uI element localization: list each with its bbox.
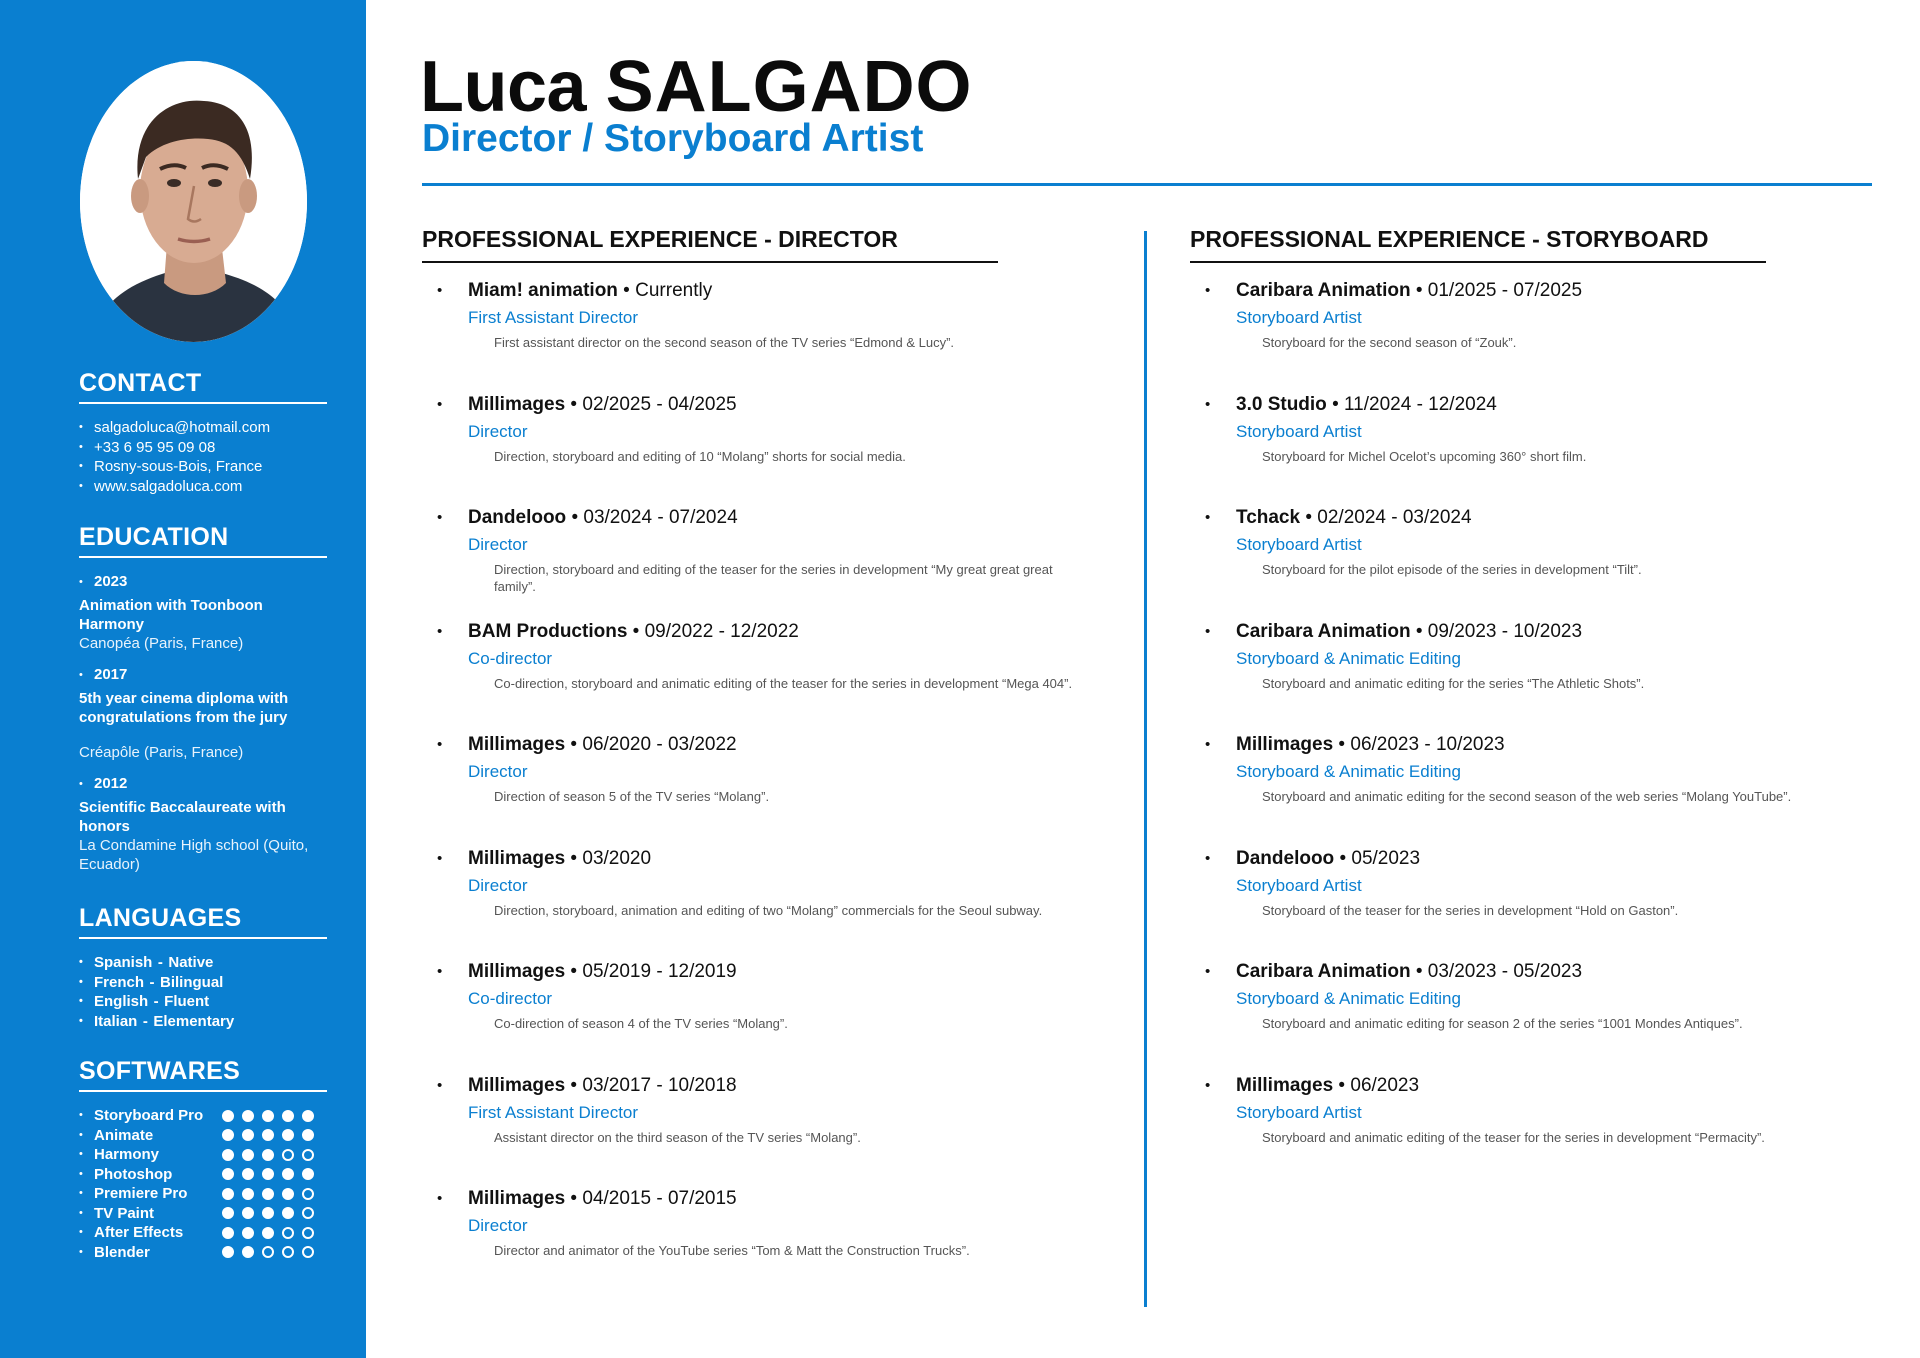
company-name: Millimages — [1236, 734, 1334, 755]
storyboard-experience-section — [1190, 226, 1880, 1187]
entry-header — [468, 1074, 1112, 1098]
entry-header — [1236, 1074, 1880, 1098]
rating-dot-filled-icon — [222, 1168, 234, 1180]
company-name: Caribara Animation — [1236, 620, 1411, 642]
entry-description: Storyboard of the teaser for the series in development “Hold on Gaston”. — [1262, 902, 1679, 918]
company-name: 3.0 Studio — [1236, 393, 1327, 415]
company-name: Miam! animation — [468, 280, 618, 301]
entry-role: Storyboard Artist — [1236, 875, 1362, 895]
entry-dates: 06/2020 - 03/2022 — [582, 734, 737, 755]
languages-list — [79, 953, 327, 1031]
entry-dates: 11/2024 - 12/2024 — [1344, 393, 1497, 415]
skill-rating — [222, 1129, 314, 1141]
softwares-heading: SOFTWARES — [79, 1057, 327, 1092]
date-separator: • — [1334, 847, 1352, 869]
contact-location: • Rosny-sous-Bois, France — [79, 457, 327, 477]
education-item — [79, 774, 327, 874]
language-name: English — [94, 993, 149, 1010]
entry-dates: 05/2023 — [1351, 847, 1421, 869]
date-separator: • — [565, 1188, 583, 1209]
education-school: La Condamine High school (Quito, Ecuador) — [79, 837, 309, 873]
header-divider — [422, 183, 1872, 186]
entry-role: First Assistant Director — [468, 1102, 639, 1122]
education-item — [79, 665, 327, 762]
rating-dot-empty-icon — [302, 1246, 314, 1258]
sidebar — [0, 0, 366, 1358]
skill-rating — [222, 1207, 314, 1219]
rating-dot-filled-icon — [242, 1149, 254, 1161]
entry-description: Assistant director on the third season of the TV series “Molang”. — [494, 1129, 861, 1145]
languages-heading: LANGUAGES — [79, 904, 327, 939]
date-separator: • — [617, 280, 636, 301]
experience-entry — [1190, 960, 1880, 1074]
contact-website[interactable]: • www.salgadoluca.com — [79, 477, 327, 497]
rating-dot-filled-icon — [262, 1129, 274, 1141]
entry-description: First assistant director on the second season of the TV series “Edmond & Lucy”. — [494, 335, 955, 350]
rating-dot-filled-icon — [242, 1246, 254, 1258]
experience-entry — [422, 1074, 1112, 1188]
rating-dot-filled-icon — [282, 1188, 294, 1200]
rating-dot-filled-icon — [222, 1110, 234, 1122]
experience-entry — [422, 733, 1112, 847]
entry-description: Direction, storyboard and editing of 10 “Molang” shorts for social media. — [494, 448, 906, 464]
date-separator: • — [565, 961, 583, 982]
experience-entry — [422, 847, 1112, 961]
language-item: • English - Fluent — [79, 992, 327, 1012]
rating-dot-filled-icon — [302, 1168, 314, 1180]
language-name: Spanish — [94, 954, 153, 971]
company-name: Millimages — [468, 1074, 566, 1096]
entry-dates: 04/2015 - 07/2015 — [582, 1188, 737, 1209]
education-item — [79, 572, 327, 653]
entry-role: Director — [468, 421, 528, 441]
software-name: • Photoshop — [94, 1165, 173, 1183]
entry-dates: 09/2022 - 12/2022 — [644, 620, 799, 642]
storyboard-heading: PROFESSIONAL EXPERIENCE - STORYBOARD — [1190, 226, 1766, 263]
rating-dot-filled-icon — [242, 1110, 254, 1122]
date-separator: • — [1410, 961, 1428, 982]
experience-entry — [422, 279, 1112, 393]
education-heading: EDUCATION — [79, 523, 327, 558]
rating-dot-empty-icon — [262, 1246, 274, 1258]
skill-rating — [222, 1188, 314, 1200]
software-item — [79, 1184, 327, 1204]
company-name: BAM Productions — [468, 620, 628, 642]
contact-list — [79, 418, 327, 496]
company-name: Millimages — [1236, 1074, 1334, 1096]
entry-header — [468, 733, 1112, 757]
experience-entry — [1190, 506, 1880, 620]
rating-dot-filled-icon — [262, 1188, 274, 1200]
language-name: Italian — [94, 1012, 138, 1030]
education-school: Créapôle (Paris, France) — [79, 744, 244, 761]
date-separator: • — [565, 734, 583, 755]
company-name: Tchack — [1236, 507, 1301, 528]
rating-dot-filled-icon — [242, 1207, 254, 1219]
rating-dot-filled-icon — [262, 1207, 274, 1219]
company-name: Caribara Animation — [1236, 961, 1411, 982]
software-item — [79, 1204, 327, 1224]
software-name: • Blender — [94, 1243, 150, 1261]
date-separator: • — [566, 507, 584, 528]
software-name: • Harmony — [94, 1146, 160, 1164]
entry-dates: 03/2023 - 05/2023 — [1427, 961, 1583, 982]
rating-dot-filled-icon — [282, 1168, 294, 1180]
rating-dot-filled-icon — [302, 1110, 314, 1122]
language-item: • French - Bilingual — [79, 973, 327, 993]
skill-rating — [222, 1149, 314, 1161]
entry-description: Direction, storyboard, animation and editing of two “Molang” commercials for the Seoul subway. — [494, 902, 1043, 918]
entry-dates: 06/2023 - 10/2023 — [1350, 734, 1505, 755]
skill-rating — [222, 1168, 314, 1180]
language-level: Native — [168, 954, 214, 971]
entry-description: Storyboard for Michel Ocelot’s upcoming 360° short film. — [1262, 448, 1587, 464]
rating-dot-filled-icon — [222, 1149, 234, 1161]
software-item — [79, 1126, 327, 1146]
experience-entry — [1190, 1074, 1880, 1188]
entry-role: Storyboard & Animatic Editing — [1236, 762, 1461, 781]
contact-section — [79, 369, 327, 496]
entry-role: Co-director — [468, 989, 553, 1008]
rating-dot-filled-icon — [222, 1129, 234, 1141]
education-title: Animation with Toonboon Harmony — [79, 597, 263, 633]
rating-dot-empty-icon — [302, 1188, 314, 1200]
softwares-section — [79, 1057, 327, 1262]
entry-dates: Currently — [635, 280, 713, 301]
experience-entry — [422, 1187, 1112, 1301]
entry-header — [1236, 847, 1880, 871]
entry-role: Storyboard Artist — [1236, 421, 1362, 441]
education-year: • 2017 — [79, 665, 327, 685]
director-experience-section — [422, 226, 1112, 1301]
rating-dot-empty-icon — [282, 1227, 294, 1239]
language-level: Elementary — [153, 1012, 235, 1030]
skill-rating — [222, 1246, 314, 1258]
experience-entry — [422, 960, 1112, 1074]
software-item — [79, 1223, 327, 1243]
entry-header — [468, 506, 1112, 530]
software-item — [79, 1243, 327, 1263]
education-title: Scientific Baccalaureate with honors — [79, 799, 286, 835]
contact-phone[interactable]: • +33 6 95 95 09 08 — [79, 438, 327, 458]
date-separator: • — [627, 620, 645, 642]
entry-header — [468, 279, 1112, 303]
profile-photo — [80, 61, 307, 342]
rating-dot-filled-icon — [282, 1129, 294, 1141]
software-name: • Animate — [94, 1126, 154, 1144]
entry-header — [468, 393, 1112, 417]
entry-header — [468, 960, 1112, 984]
company-name: Millimages — [468, 734, 566, 755]
experience-entry — [1190, 847, 1880, 961]
entry-header — [468, 847, 1112, 871]
rating-dot-filled-icon — [242, 1129, 254, 1141]
entry-role: First Assistant Director — [468, 308, 639, 327]
rating-dot-filled-icon — [222, 1227, 234, 1239]
date-separator: • — [1300, 507, 1318, 528]
date-separator: • — [1333, 734, 1351, 755]
entry-dates: 06/2023 — [1350, 1074, 1420, 1096]
experience-entry — [1190, 279, 1880, 393]
education-school: Canopéa (Paris, France) — [79, 635, 244, 652]
rating-dot-filled-icon — [302, 1129, 314, 1141]
entry-header — [468, 620, 1112, 644]
entry-role: Director — [468, 762, 528, 781]
rating-dot-filled-icon — [262, 1110, 274, 1122]
language-item: • Italian - Elementary — [79, 1012, 327, 1032]
experience-entry — [1190, 733, 1880, 847]
contact-email[interactable]: • salgadoluca@hotmail.com — [79, 418, 327, 438]
rating-dot-filled-icon — [262, 1168, 274, 1180]
software-name: • After Effects — [94, 1224, 184, 1242]
skill-rating — [222, 1110, 314, 1122]
experience-entry — [422, 506, 1112, 620]
education-section — [79, 523, 327, 886]
storyboard-entries — [1190, 279, 1880, 1187]
entry-description: Storyboard for the second season of “Zouk”. — [1262, 335, 1517, 350]
experience-entry — [1190, 620, 1880, 734]
candidate-name — [420, 46, 973, 128]
entry-description: Direction of season 5 of the TV series “Molang”. — [494, 789, 770, 804]
entry-description: Storyboard and animatic editing of the teaser for the series in development “Permacity”. — [1262, 1129, 1765, 1145]
entry-dates: 05/2019 - 12/2019 — [582, 961, 737, 982]
entry-role: Co-director — [468, 648, 553, 668]
skill-rating — [222, 1227, 314, 1239]
entry-header — [468, 1187, 1112, 1211]
entry-dates: 01/2025 - 07/2025 — [1427, 280, 1583, 301]
entry-header — [1236, 393, 1880, 417]
education-year: • 2023 — [79, 572, 327, 592]
language-item: • Spanish - Native — [79, 953, 327, 973]
date-separator: • — [565, 393, 583, 415]
experience-entry — [422, 620, 1112, 734]
languages-section — [79, 904, 327, 1031]
entry-description: Storyboard and animatic editing for the second season of the web series “Molang YouTube”. — [1262, 789, 1792, 804]
column-divider — [1144, 231, 1147, 1307]
softwares-list — [79, 1106, 327, 1262]
entry-role: Storyboard Artist — [1236, 308, 1362, 327]
rating-dot-filled-icon — [222, 1246, 234, 1258]
education-title: 5th year cinema diploma with congratulations from the jury — [79, 690, 289, 726]
language-level: Fluent — [164, 993, 210, 1010]
rating-dot-filled-icon — [242, 1227, 254, 1239]
rating-dot-filled-icon — [282, 1207, 294, 1219]
date-separator: • — [565, 1074, 583, 1096]
director-heading: PROFESSIONAL EXPERIENCE - DIRECTOR — [422, 226, 998, 263]
software-item — [79, 1106, 327, 1126]
software-item — [79, 1165, 327, 1185]
job-title: Director / Storyboard Artist — [422, 117, 924, 160]
entry-role: Storyboard & Animatic Editing — [1236, 648, 1461, 668]
company-name: Millimages — [468, 847, 566, 869]
software-name: • Premiere Pro — [94, 1185, 188, 1203]
director-entries — [422, 279, 1112, 1301]
entry-header — [1236, 960, 1880, 984]
entry-dates: 03/2017 - 10/2018 — [582, 1074, 737, 1096]
company-name: Millimages — [468, 961, 566, 982]
rating-dot-empty-icon — [302, 1149, 314, 1161]
software-item — [79, 1145, 327, 1165]
rating-dot-filled-icon — [262, 1227, 274, 1239]
company-name: Dandelooo — [1236, 847, 1335, 869]
date-separator: • — [1326, 393, 1345, 415]
entry-header — [1236, 506, 1880, 530]
date-separator: • — [565, 847, 583, 869]
rating-dot-filled-icon — [222, 1207, 234, 1219]
rating-dot-empty-icon — [282, 1246, 294, 1258]
entry-description: Storyboard for the pilot episode of the series in development “Tilt”. — [1262, 562, 1642, 577]
entry-header — [1236, 279, 1880, 303]
rating-dot-filled-icon — [242, 1168, 254, 1180]
date-separator: • — [1333, 1074, 1351, 1096]
entry-description: Co-direction, storyboard and animatic editing of the teaser for the series in development “Mega 404”. — [494, 675, 1073, 691]
rating-dot-empty-icon — [302, 1207, 314, 1219]
entry-role: Storyboard & Animatic Editing — [1236, 989, 1461, 1008]
entry-description: Storyboard and animatic editing for the series “The Athletic Shots”. — [1262, 675, 1645, 691]
language-name: French — [94, 973, 145, 991]
rating-dot-filled-icon — [222, 1188, 234, 1200]
entry-role: Director — [468, 535, 528, 554]
entry-header — [1236, 733, 1880, 757]
education-year: • 2012 — [79, 774, 327, 794]
entry-dates: 03/2024 - 07/2024 — [583, 507, 738, 528]
company-name: Caribara Animation — [1236, 280, 1411, 301]
last-name: SALGADO — [605, 47, 973, 127]
entry-description: Co-direction of season 4 of the TV series “Molang”. — [494, 1016, 788, 1031]
entry-header — [1236, 620, 1880, 644]
contact-heading: CONTACT — [79, 369, 327, 404]
rating-dot-filled-icon — [262, 1149, 274, 1161]
entry-role: Storyboard Artist — [1236, 1102, 1362, 1122]
experience-entry — [1190, 393, 1880, 507]
rating-dot-filled-icon — [242, 1188, 254, 1200]
entry-dates: 02/2025 - 04/2025 — [582, 393, 737, 415]
language-level: Bilingual — [160, 973, 224, 991]
entry-description: Direction, storyboard and editing of the teaser for the series in development “My great great great family”. — [494, 562, 1053, 594]
entry-dates: 09/2023 - 10/2023 — [1427, 620, 1583, 642]
date-separator: • — [1410, 280, 1428, 301]
company-name: Millimages — [468, 1188, 566, 1209]
rating-dot-filled-icon — [282, 1110, 294, 1122]
company-name: Dandelooo — [468, 507, 567, 528]
entry-description: Storyboard and animatic editing for season 2 of the series “1001 Mondes Antiques”. — [1262, 1016, 1743, 1031]
rating-dot-empty-icon — [282, 1149, 294, 1161]
first-name: Luca — [420, 47, 587, 127]
software-name: • TV Paint — [94, 1204, 155, 1222]
rating-dot-empty-icon — [302, 1227, 314, 1239]
entry-role: Director — [468, 1216, 528, 1235]
company-name: Millimages — [468, 393, 566, 415]
experience-entry — [422, 393, 1112, 507]
entry-role: Storyboard Artist — [1236, 535, 1362, 554]
software-name: • Storyboard Pro — [94, 1107, 204, 1125]
entry-role: Director — [468, 875, 528, 895]
entry-dates: 03/2020 — [582, 847, 652, 869]
date-separator: • — [1410, 620, 1428, 642]
entry-dates: 02/2024 - 03/2024 — [1317, 507, 1472, 528]
entry-description: Director and animator of the YouTube series “Tom & Matt the Construction Trucks”. — [494, 1243, 970, 1258]
